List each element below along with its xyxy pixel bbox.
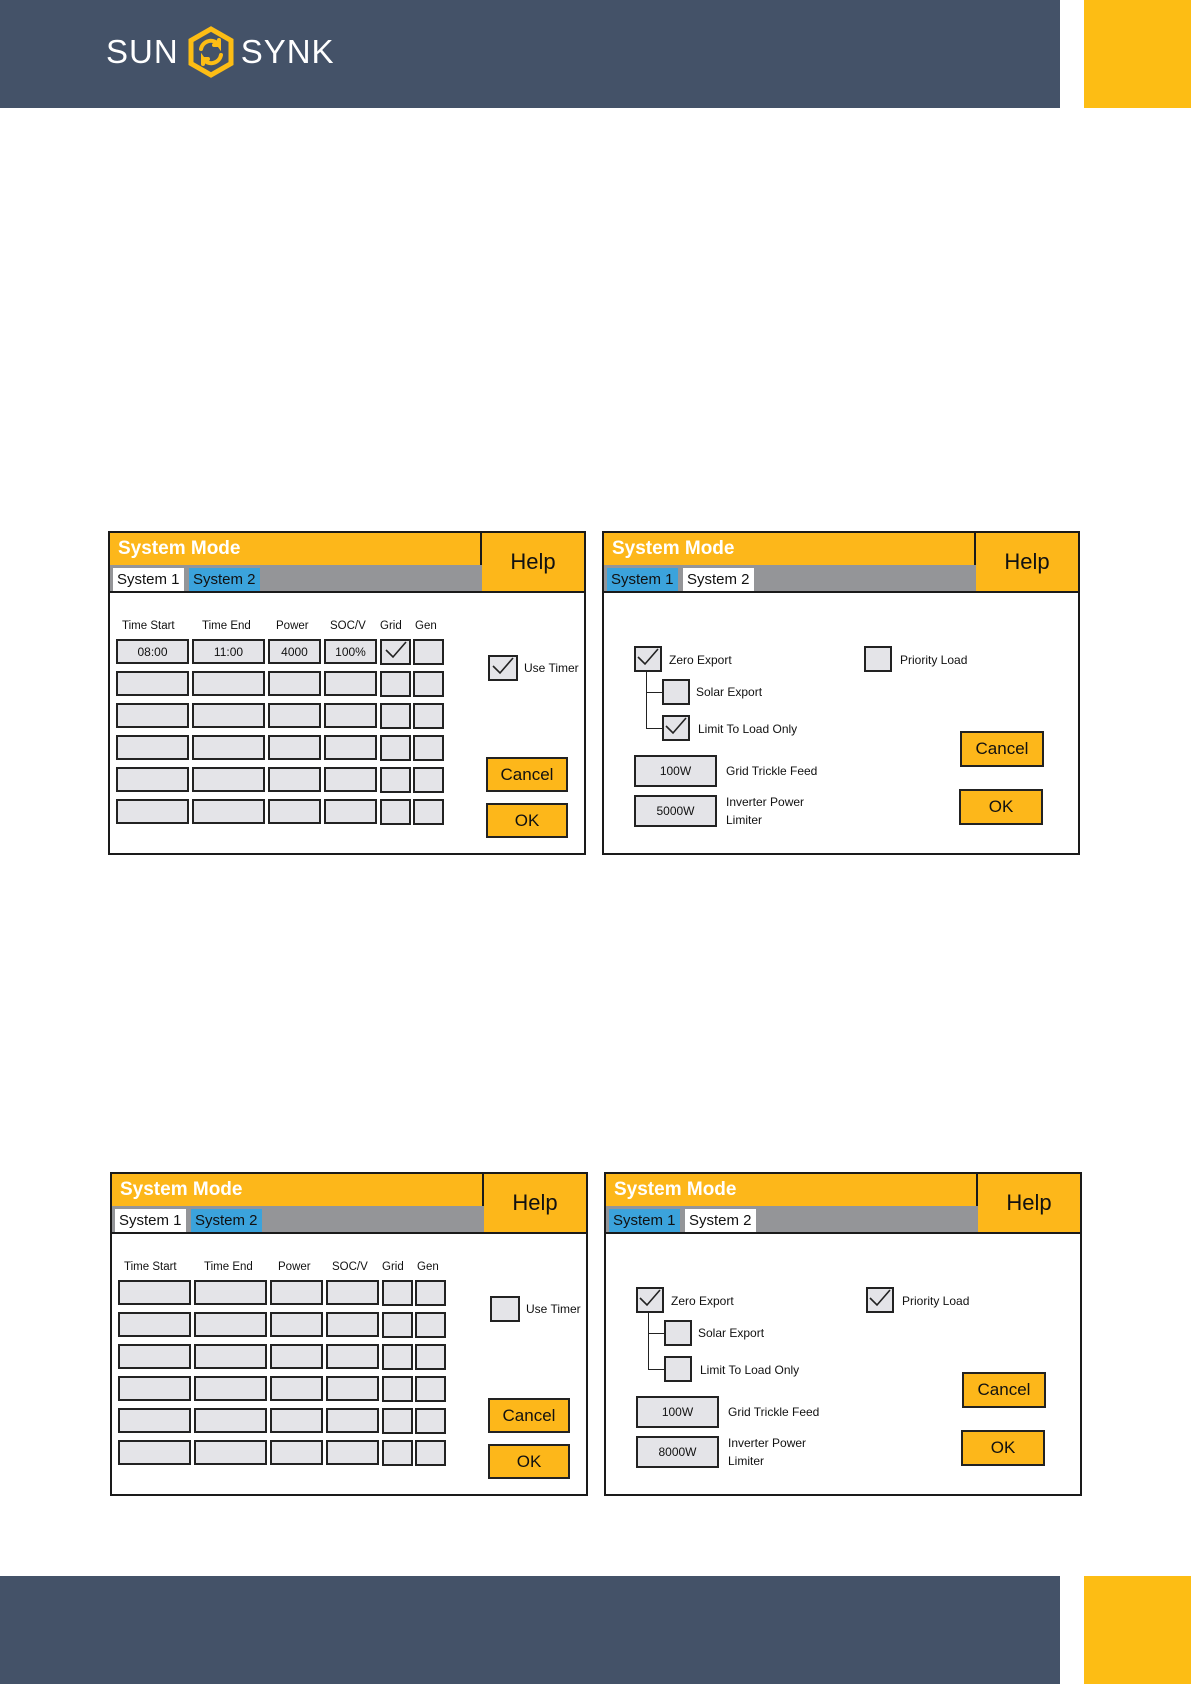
cancel-button[interactable]: Cancel bbox=[488, 1398, 570, 1433]
title-bar bbox=[604, 533, 976, 565]
power-field[interactable] bbox=[270, 1408, 323, 1433]
power-field[interactable] bbox=[268, 671, 321, 696]
cancel-button[interactable]: Cancel bbox=[486, 757, 568, 792]
soc-field[interactable] bbox=[324, 703, 377, 728]
time-end-field[interactable] bbox=[194, 1440, 267, 1465]
time-end-field[interactable] bbox=[194, 1312, 267, 1337]
zero-export-checkbox[interactable] bbox=[636, 1287, 664, 1313]
gen-checkbox[interactable] bbox=[415, 1408, 446, 1434]
tree-line bbox=[648, 1333, 664, 1334]
header-accent-block bbox=[1084, 0, 1191, 108]
power-field[interactable] bbox=[270, 1312, 323, 1337]
gen-checkbox[interactable] bbox=[415, 1376, 446, 1402]
checkmark-icon bbox=[491, 656, 515, 681]
time-start-field[interactable] bbox=[116, 767, 189, 792]
soc-field[interactable] bbox=[324, 735, 377, 760]
tab-system-1[interactable]: System 1 bbox=[113, 568, 184, 591]
soc-field[interactable] bbox=[326, 1408, 379, 1433]
ok-button[interactable]: OK bbox=[486, 803, 568, 838]
column-header: SOC/V bbox=[332, 1261, 368, 1273]
help-button[interactable]: Help bbox=[482, 1174, 586, 1234]
inverter-power-limiter-field[interactable]: 5000W bbox=[634, 795, 717, 827]
tab-system-2[interactable]: System 2 bbox=[685, 1209, 756, 1232]
grid-checkbox[interactable] bbox=[382, 1440, 413, 1466]
time-end-field[interactable] bbox=[194, 1376, 267, 1401]
priority-load-checkbox[interactable] bbox=[866, 1287, 894, 1313]
soc-field[interactable] bbox=[326, 1312, 379, 1337]
inverter-power-limiter-label: Inverter Power bbox=[726, 795, 805, 809]
column-header: SOC/V bbox=[330, 620, 366, 632]
checkmark-icon bbox=[636, 647, 660, 672]
solar-export-label: Solar Export bbox=[698, 1326, 765, 1340]
column-header: Grid bbox=[380, 620, 402, 632]
gen-checkbox[interactable] bbox=[413, 767, 444, 793]
tab-bar bbox=[110, 565, 482, 593]
grid-trickle-feed-label: Grid Trickle Feed bbox=[726, 764, 818, 778]
time-start-field[interactable] bbox=[116, 735, 189, 760]
title-bar bbox=[110, 533, 482, 565]
gen-checkbox[interactable] bbox=[415, 1280, 446, 1306]
time-start-field[interactable] bbox=[118, 1312, 191, 1337]
use-timer-checkbox[interactable] bbox=[488, 655, 518, 681]
tab-system-1[interactable]: System 1 bbox=[607, 568, 678, 591]
checkmark-icon bbox=[638, 1288, 662, 1313]
tab-system-1[interactable]: System 1 bbox=[115, 1209, 186, 1232]
gen-checkbox[interactable] bbox=[413, 735, 444, 761]
time-end-field[interactable] bbox=[194, 1344, 267, 1369]
tree-line bbox=[646, 672, 647, 728]
priority-load-label: Priority Load bbox=[900, 653, 968, 667]
solar-export-checkbox[interactable] bbox=[664, 1320, 692, 1346]
time-start-field[interactable] bbox=[118, 1280, 191, 1305]
panel-title: System Mode bbox=[612, 538, 735, 559]
gen-checkbox[interactable] bbox=[413, 639, 444, 665]
grid-checkbox[interactable] bbox=[382, 1280, 413, 1306]
inverter-power-limiter-label-2: Limiter bbox=[728, 1454, 765, 1468]
zero-export-label: Zero Export bbox=[669, 653, 732, 667]
use-timer-checkbox[interactable] bbox=[490, 1296, 520, 1322]
column-header: Time End bbox=[202, 620, 251, 632]
gen-checkbox[interactable] bbox=[415, 1312, 446, 1338]
grid-checkbox[interactable] bbox=[382, 1408, 413, 1434]
checkmark-icon bbox=[868, 1288, 892, 1313]
tab-bar bbox=[604, 565, 976, 593]
limit-to-load-checkbox[interactable] bbox=[662, 715, 690, 741]
zero-export-label: Zero Export bbox=[671, 1294, 734, 1308]
title-bar bbox=[606, 1174, 978, 1206]
time-start-field[interactable] bbox=[118, 1376, 191, 1401]
power-field[interactable] bbox=[270, 1280, 323, 1305]
time-end-field[interactable] bbox=[194, 1408, 267, 1433]
ok-button[interactable]: OK bbox=[961, 1430, 1045, 1466]
column-header: Time Start bbox=[122, 620, 175, 632]
soc-field[interactable]: 100% bbox=[324, 639, 377, 664]
gen-checkbox[interactable] bbox=[415, 1344, 446, 1370]
column-header: Power bbox=[278, 1261, 311, 1273]
system-mode-panel-export bbox=[602, 531, 1080, 855]
power-field[interactable] bbox=[268, 799, 321, 824]
system-mode-panel-timer bbox=[110, 1172, 588, 1496]
gen-checkbox[interactable] bbox=[413, 703, 444, 729]
tab-system-2[interactable]: System 2 bbox=[189, 568, 260, 591]
power-field[interactable]: 4000 bbox=[268, 639, 321, 664]
brand-left-word: SUN bbox=[106, 33, 179, 70]
soc-field[interactable] bbox=[324, 671, 377, 696]
panel-title: System Mode bbox=[118, 538, 241, 559]
gen-checkbox[interactable] bbox=[415, 1440, 446, 1466]
grid-trickle-feed-label: Grid Trickle Feed bbox=[728, 1405, 820, 1419]
sunsynk-hexagon-icon bbox=[185, 26, 237, 78]
time-start-field[interactable] bbox=[118, 1440, 191, 1465]
time-end-field[interactable] bbox=[192, 735, 265, 760]
grid-checkbox[interactable] bbox=[380, 799, 411, 825]
column-header: Grid bbox=[382, 1261, 404, 1273]
column-header: Time End bbox=[204, 1261, 253, 1273]
time-end-field[interactable]: 11:00 bbox=[192, 639, 265, 664]
use-timer-label: Use Timer bbox=[524, 661, 579, 675]
column-header: Gen bbox=[417, 1261, 439, 1273]
limit-to-load-checkbox[interactable] bbox=[664, 1356, 692, 1382]
power-field[interactable] bbox=[270, 1376, 323, 1401]
limit-to-load-label: Limit To Load Only bbox=[698, 722, 798, 736]
soc-field[interactable] bbox=[326, 1376, 379, 1401]
soc-field[interactable] bbox=[324, 767, 377, 792]
checkmark-icon bbox=[384, 640, 408, 665]
grid-checkbox[interactable] bbox=[380, 735, 411, 761]
footer-accent-block bbox=[1084, 1576, 1191, 1684]
panel-title: System Mode bbox=[120, 1179, 243, 1200]
priority-load-checkbox[interactable] bbox=[864, 646, 892, 672]
system-mode-panel-timer bbox=[108, 531, 586, 855]
soc-field[interactable] bbox=[326, 1440, 379, 1465]
time-end-field[interactable] bbox=[192, 767, 265, 792]
brand-right-word: SYNK bbox=[240, 33, 335, 70]
tab-bar bbox=[112, 1206, 484, 1234]
tab-system-2[interactable]: System 2 bbox=[683, 568, 754, 591]
checkmark-icon bbox=[664, 716, 688, 741]
power-field[interactable] bbox=[268, 767, 321, 792]
soc-field[interactable] bbox=[326, 1344, 379, 1369]
time-end-field[interactable] bbox=[194, 1280, 267, 1305]
column-header: Time Start bbox=[124, 1261, 177, 1273]
time-end-field[interactable] bbox=[192, 703, 265, 728]
time-end-field[interactable] bbox=[192, 799, 265, 824]
time-end-field[interactable] bbox=[192, 671, 265, 696]
time-start-field[interactable]: 08:00 bbox=[116, 639, 189, 664]
title-bar bbox=[112, 1174, 484, 1206]
solar-export-label: Solar Export bbox=[696, 685, 763, 699]
tree-line bbox=[648, 1369, 664, 1370]
ok-button[interactable]: OK bbox=[488, 1444, 570, 1479]
system-mode-panel-export bbox=[604, 1172, 1082, 1496]
time-start-field[interactable] bbox=[116, 799, 189, 824]
grid-trickle-feed-field[interactable]: 100W bbox=[636, 1396, 719, 1428]
grid-checkbox[interactable] bbox=[380, 671, 411, 697]
help-button[interactable]: Help bbox=[974, 533, 1078, 593]
grid-checkbox[interactable] bbox=[380, 639, 411, 665]
use-timer-label: Use Timer bbox=[526, 1302, 581, 1316]
grid-checkbox[interactable] bbox=[382, 1312, 413, 1338]
help-button[interactable]: Help bbox=[976, 1174, 1080, 1234]
time-start-field[interactable] bbox=[118, 1408, 191, 1433]
tree-line bbox=[648, 1313, 649, 1369]
zero-export-checkbox[interactable] bbox=[634, 646, 662, 672]
tab-system-1[interactable]: System 1 bbox=[609, 1209, 680, 1232]
cancel-button[interactable]: Cancel bbox=[962, 1372, 1046, 1408]
brand-logo bbox=[106, 26, 335, 78]
cancel-button[interactable]: Cancel bbox=[960, 731, 1044, 767]
gen-checkbox[interactable] bbox=[413, 799, 444, 825]
solar-export-checkbox[interactable] bbox=[662, 679, 690, 705]
power-field[interactable] bbox=[268, 703, 321, 728]
gen-checkbox[interactable] bbox=[413, 671, 444, 697]
tab-bar bbox=[606, 1206, 978, 1234]
soc-field[interactable] bbox=[324, 799, 377, 824]
power-field[interactable] bbox=[270, 1440, 323, 1465]
time-start-field[interactable] bbox=[116, 703, 189, 728]
power-field[interactable] bbox=[270, 1344, 323, 1369]
time-start-field[interactable] bbox=[116, 671, 189, 696]
tree-line bbox=[646, 692, 662, 693]
column-header: Gen bbox=[415, 620, 437, 632]
inverter-power-limiter-label-2: Limiter bbox=[726, 813, 763, 827]
soc-field[interactable] bbox=[326, 1280, 379, 1305]
panel-title: System Mode bbox=[614, 1179, 737, 1200]
power-field[interactable] bbox=[268, 735, 321, 760]
limit-to-load-label: Limit To Load Only bbox=[700, 1363, 800, 1377]
ok-button[interactable]: OK bbox=[959, 789, 1043, 825]
grid-checkbox[interactable] bbox=[380, 767, 411, 793]
column-header: Power bbox=[276, 620, 309, 632]
grid-checkbox[interactable] bbox=[382, 1344, 413, 1370]
help-button[interactable]: Help bbox=[480, 533, 584, 593]
inverter-power-limiter-label: Inverter Power bbox=[728, 1436, 807, 1450]
footer-band bbox=[0, 1576, 1060, 1684]
tab-system-2[interactable]: System 2 bbox=[191, 1209, 262, 1232]
inverter-power-limiter-field[interactable]: 8000W bbox=[636, 1436, 719, 1468]
grid-checkbox[interactable] bbox=[382, 1376, 413, 1402]
grid-trickle-feed-field[interactable]: 100W bbox=[634, 755, 717, 787]
grid-checkbox[interactable] bbox=[380, 703, 411, 729]
tree-line bbox=[646, 728, 662, 729]
time-start-field[interactable] bbox=[118, 1344, 191, 1369]
priority-load-label: Priority Load bbox=[902, 1294, 970, 1308]
